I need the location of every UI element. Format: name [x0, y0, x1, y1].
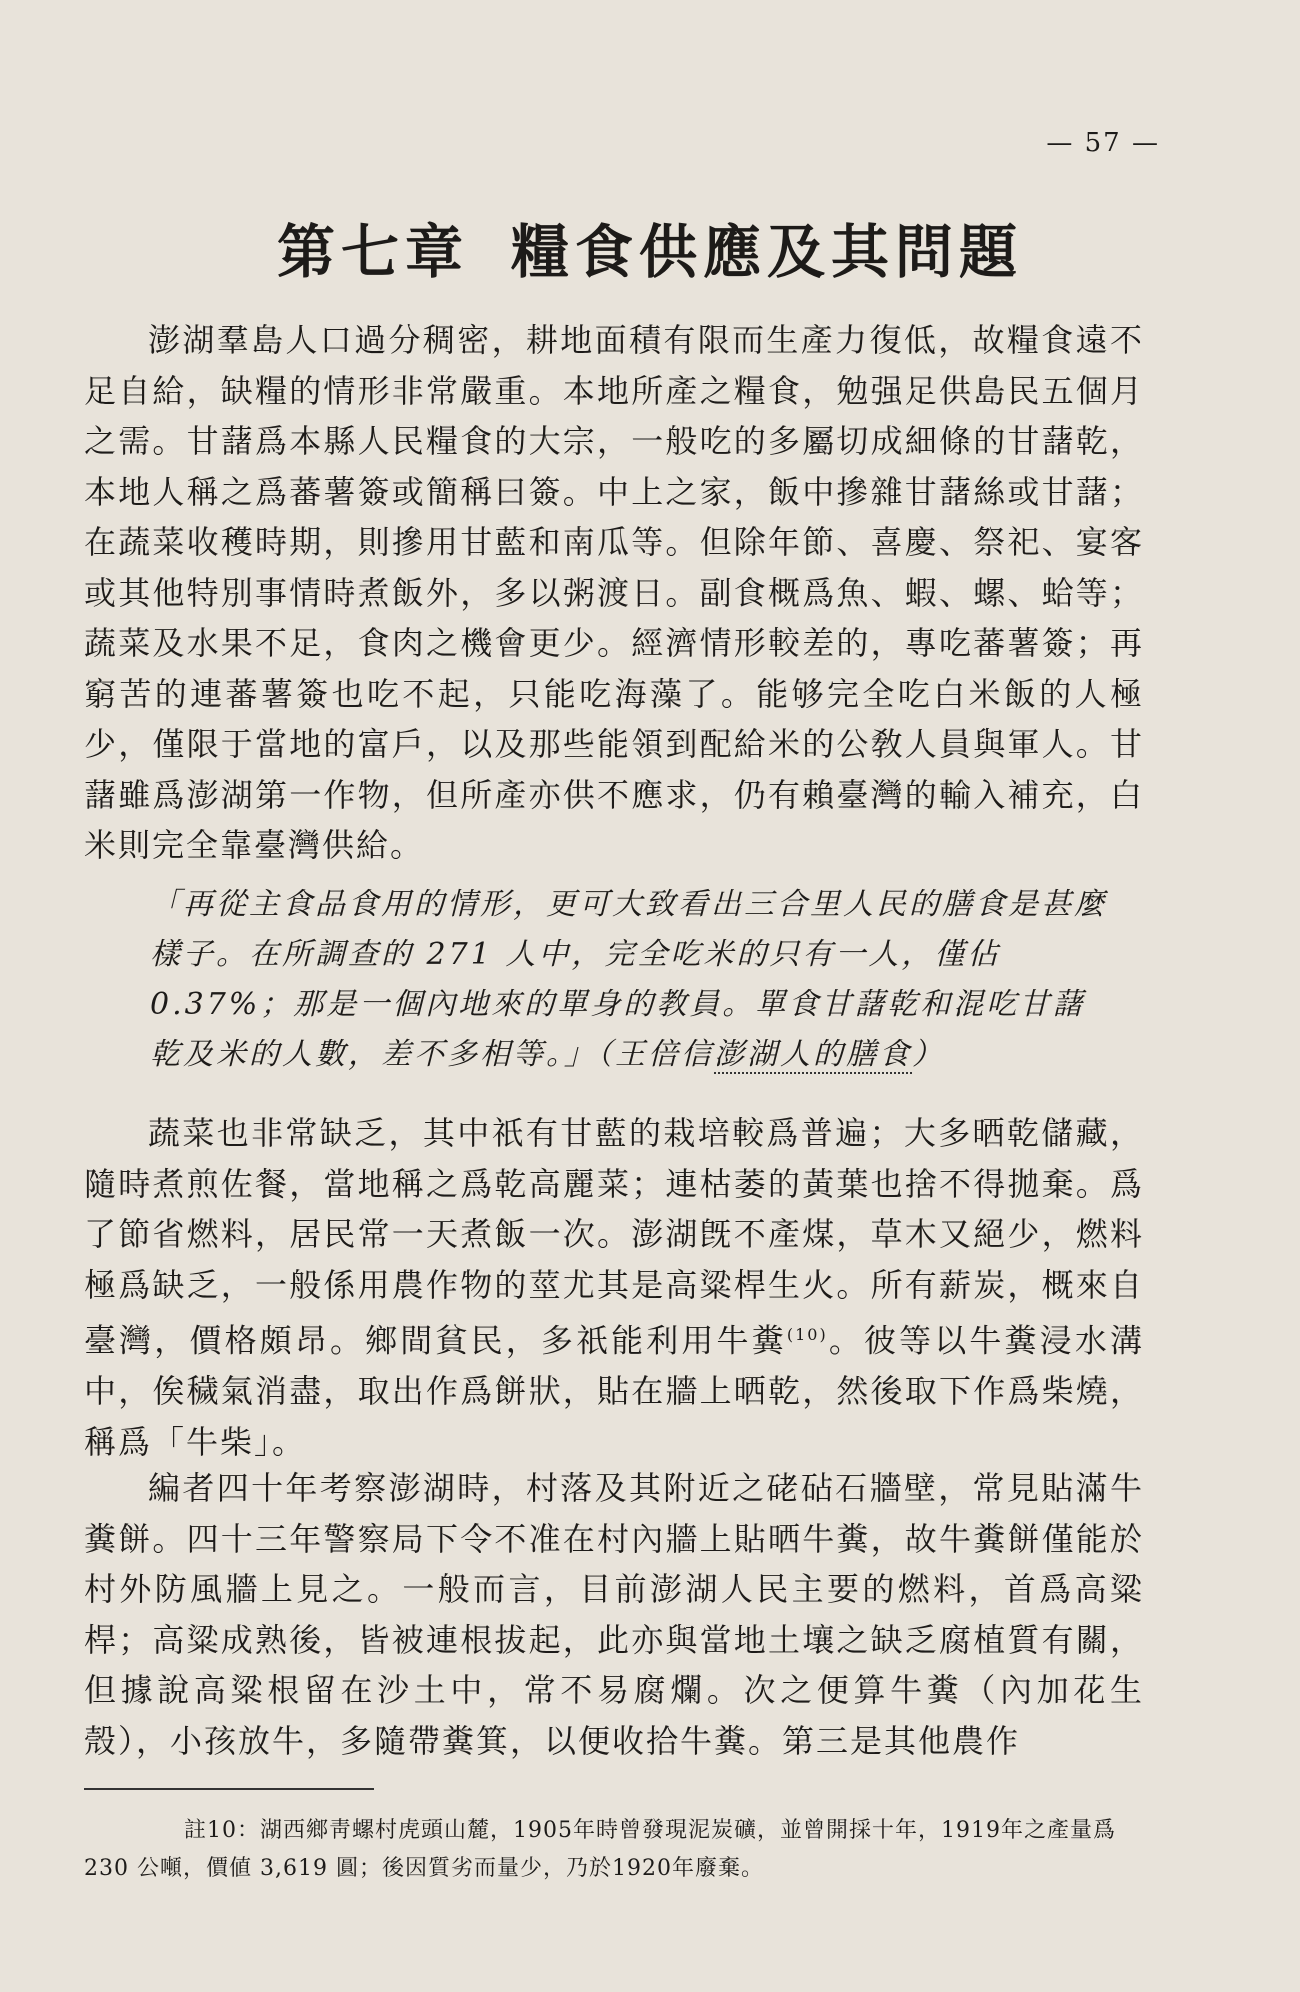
quote-source: 澎湖人的膳食: [714, 1037, 912, 1072]
paragraph-2: [84, 1108, 1144, 1467]
chapter-heading: 糧食供應及其問題: [511, 218, 1024, 286]
paragraph-2-after: 。彼等以牛糞浸水溝中，俟穢氣消盡，取出作爲餅狀，貼在牆上晒乾，然後取下作爲柴燒，稱爲「牛柴」。: [84, 1321, 1144, 1461]
paragraph-1: 澎湖羣島人口過分稠密，耕地面積有限而生產力復低，故糧食遠不足自給，缺糧的情形非常嚴重。本地所產之糧食，勉强足供島民五個月之需。甘藷爲本縣人民糧食的大宗，一般吃的多屬切成細條的甘藷乾，本地人稱之爲蕃薯簽或簡稱曰簽。中上之家，飯中摻雜甘藷絲或甘藷；在蔬菜收穫時期，則摻用甘藍和南瓜等。但除年節、喜慶、祭祀、宴客或其他特別事情時煮飯外，多以粥渡日。副食概爲魚、蝦、螺、蛤等；蔬菜及水果不足，食肉之機會更少。經濟情形較差的，專吃蕃薯簽；再窮苦的連蕃薯簽也吃不起，只能吃海藻了。能够完全吃白米飯的人極少，僅限于當地的富戶，以及那些能領到配給米的公敎人員與軍人。甘藷雖爲澎湖第一作物，但所產亦供不應求，仍有賴臺灣的輸入補充，白米則完全靠臺灣供給。: [84, 321, 1144, 864]
footnote-label: 註10：: [184, 1818, 260, 1843]
chapter-title: [0, 205, 1300, 289]
footnote-divider: [84, 1788, 374, 1790]
quote-text: 「再從主食品食用的情形，更可大致看出三合里人民的膳食是甚麼樣子。在所調查的 271 人中，完全吃米的只有一人，僅佔 0.37%；那是一個內地來的單身的教員。單食甘藷乾和混吃甘藷乾及米的人數，差不多相等。」（王倍信: [150, 887, 1107, 1072]
paragraph-1-container: [84, 315, 1144, 871]
page-number: — 57 —: [1046, 128, 1160, 158]
block-quote: [150, 880, 1110, 1080]
footnote: [84, 1812, 1144, 1888]
footnote-ref: (10): [786, 1325, 828, 1344]
paragraph-2-before: 蔬菜也非常缺乏，其中祇有甘藍的栽培較爲普遍；大多晒乾儲藏，隨時煮煎佐餐，當地稱之爲乾高麗菜；連枯萎的黃葉也捨不得拋棄。爲了節省燃料，居民常一天煮飯一次。澎湖旣不產煤，草木又絕少，燃料極爲缺乏，一般係用農作物的莖尤其是高粱桿生火。所有薪炭，概來自臺灣，價格頗昂。鄉間貧民，多祇能利用牛糞: [84, 1114, 1144, 1360]
quote-close: ）: [912, 1037, 945, 1072]
chapter-label: 第七章: [276, 218, 469, 286]
paragraph-3: 編者四十年考察澎湖時，村落及其附近之硓砧石牆壁，常見貼滿牛糞餅。四十三年警察局下令不准在村內牆上貼晒牛糞，故牛糞餅僅能於村外防風牆上見之。一般而言，目前澎湖人民主要的燃料，首爲高粱桿；高粱成熟後，皆被連根拔起，此亦與當地土壤之缺乏腐植質有關，但據說高粱根留在沙土中，常不易腐爛。次之便算牛糞（內加花生殼），小孩放牛，多隨帶糞箕，以便收拾牛糞。第三是其他農作: [84, 1469, 1144, 1760]
footnote-text: 湖西鄉靑螺村虎頭山麓，1905年時曾發現泥炭礦，並曾開採十年，1919年之產量爲 230 公噸，價値 3,619 圓；後因質劣而量少，乃於1920年廢棄。: [84, 1818, 1116, 1881]
